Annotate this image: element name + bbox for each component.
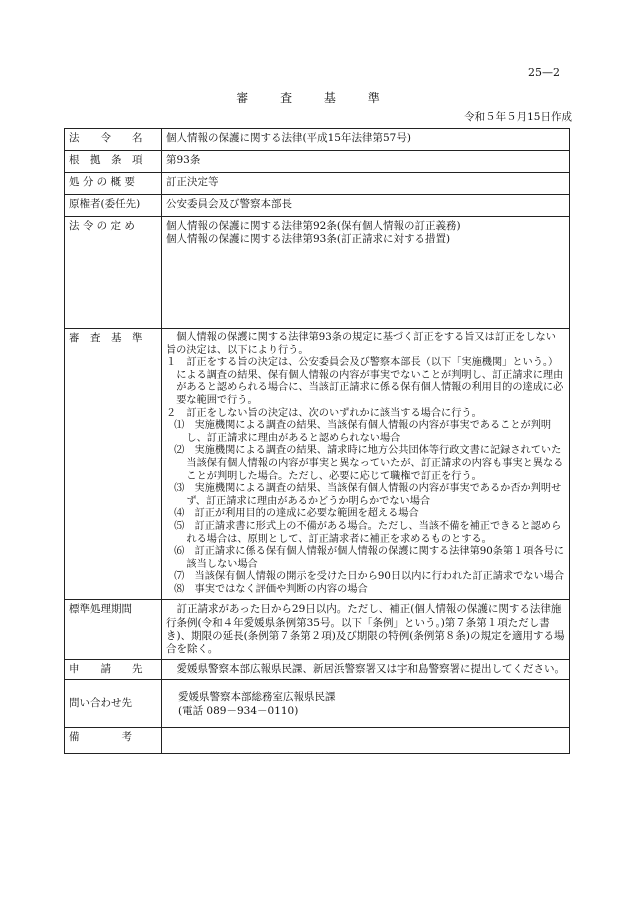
- row-criteria: [65, 329, 570, 600]
- contact-org: 愛媛県警察本部総務室広報県民課: [178, 691, 336, 704]
- label-application: 申 請 先: [65, 660, 162, 680]
- criteria-subitem: ⑷ 訂正が利用目的の達成に必要な範囲を超える場合: [174, 508, 419, 520]
- value-disposition: 訂正決定等: [162, 173, 570, 195]
- criteria-subitem: ⑸ 訂正請求書に形式上の不備がある場合。ただし、当該不備を補正できると認められる場合は、原則として、訂正請求者に補正を求めるものとする。: [174, 520, 562, 545]
- page-number: 25—2: [528, 66, 560, 79]
- row-authority: [65, 195, 570, 217]
- label-disposition: 処 分 の 概 要: [65, 173, 162, 195]
- label-basis: 根 拠 条 項: [65, 151, 162, 173]
- value-authority: 公安委員会及び警察本部長: [162, 195, 570, 217]
- provision-line: 個人情報の保護に関する法律第92条(保有個人情報の訂正義務): [166, 220, 461, 232]
- provision-line: 個人情報の保護に関する法律第93条(訂正請求に対する措置): [166, 233, 451, 246]
- label-law-provisions: 法 令 の 定 め: [65, 217, 162, 329]
- value-processing-period: 訂正請求があった日から29日以内。ただし、補正(個人情報の保護に関する法律施行条例(令和４年愛媛県条例第35号。以下「条例」という。)第７条第１項ただし書き)、期限の延長(条例第７条第２項)及び期限の特例(条例第８条)の規定を適用する場合を除く。: [162, 600, 570, 660]
- criteria-subitem: ⑵ 実施機関による調査の結果、請求時に地方公共団体等行政文書に記録されていた当該保有個人情報の内容が事実と異なっていたが、訂正請求の内容も事実と異なることが判明した場合。ただし、必要に応じて職権で訂正を行う。: [174, 445, 564, 482]
- criteria-item-1: １ 訂正をする旨の決定は、公安委員会及び警察本部長（以下「実施機関」という。）による調査の結果、保有個人情報の内容が事実でないことが判明し、訂正請求に理由があると認められる場合に、当該訂正請求に係る保有個人情報の利用目的の達成に必要な範囲で行う。: [166, 357, 564, 406]
- value-law-name: 個人情報の保護に関する法律(平成15年法律第57号): [162, 129, 570, 151]
- value-basis: 第93条: [162, 151, 570, 173]
- criteria-table: [64, 128, 570, 754]
- criteria-subitem: ⑺ 当該保有個人情報の開示を受けた日から90日以内に行われた訂正請求でない場合: [174, 571, 565, 583]
- row-contact: [65, 680, 570, 728]
- contact-phone: (電話 089－934－0110): [178, 704, 299, 717]
- created-date: 令和５年５月15日作成: [464, 111, 572, 123]
- value-law-provisions: [162, 217, 570, 329]
- label-authority: 原権者(委任先): [65, 195, 162, 217]
- row-application: [65, 660, 570, 680]
- value-contact: [162, 680, 570, 728]
- criteria-item-2: ２ 訂正をしない旨の決定は、次のいずれかに該当する場合に行う。: [166, 407, 482, 419]
- criteria-subitem: ⑹ 訂正請求に係る保有個人情報が個人情報の保護に関する法律第90条第１項各号に該当しない場合: [174, 546, 565, 570]
- criteria-subitem: ⑴ 実施機関による調査の結果、当該保有個人情報の内容が事実であることが判明し、訂正請求に理由があると認められない場合: [174, 420, 552, 444]
- value-criteria: [162, 329, 570, 600]
- criteria-intro: 個人情報の保護に関する法律第93条の規定に基づく訂正をする旨又は訂正をしない旨の決定は、以下により行う。: [166, 332, 556, 356]
- row-law-name: [65, 129, 570, 151]
- label-processing-period: 標準処理期間: [65, 600, 162, 660]
- criteria-subitem: ⑶ 実施機関による調査の結果、当該保有個人情報の内容が事実であるか否か判明せず、訂正請求に理由があるかどうか明らかでない場合: [174, 483, 562, 507]
- label-contact: 問い合わせ先: [65, 680, 162, 728]
- value-application: 愛媛県警察本部広報県民課、新居浜警察署又は宇和島警察署に提出してください。: [162, 660, 570, 680]
- label-remarks: 備 考: [65, 728, 162, 754]
- row-basis: [65, 151, 570, 173]
- document-title: 審 査 基 準: [236, 91, 394, 105]
- criteria-subitem: ⑻ 事実ではなく評価や判断の内容の場合: [174, 583, 368, 595]
- row-law-provisions: [65, 217, 570, 329]
- label-law-name: 法 令 名: [65, 129, 162, 151]
- row-remarks: [65, 728, 570, 754]
- row-disposition: [65, 173, 570, 195]
- row-processing-period: [65, 600, 570, 660]
- value-remarks: [162, 728, 570, 754]
- label-criteria: 審 査 基 準: [65, 329, 162, 600]
